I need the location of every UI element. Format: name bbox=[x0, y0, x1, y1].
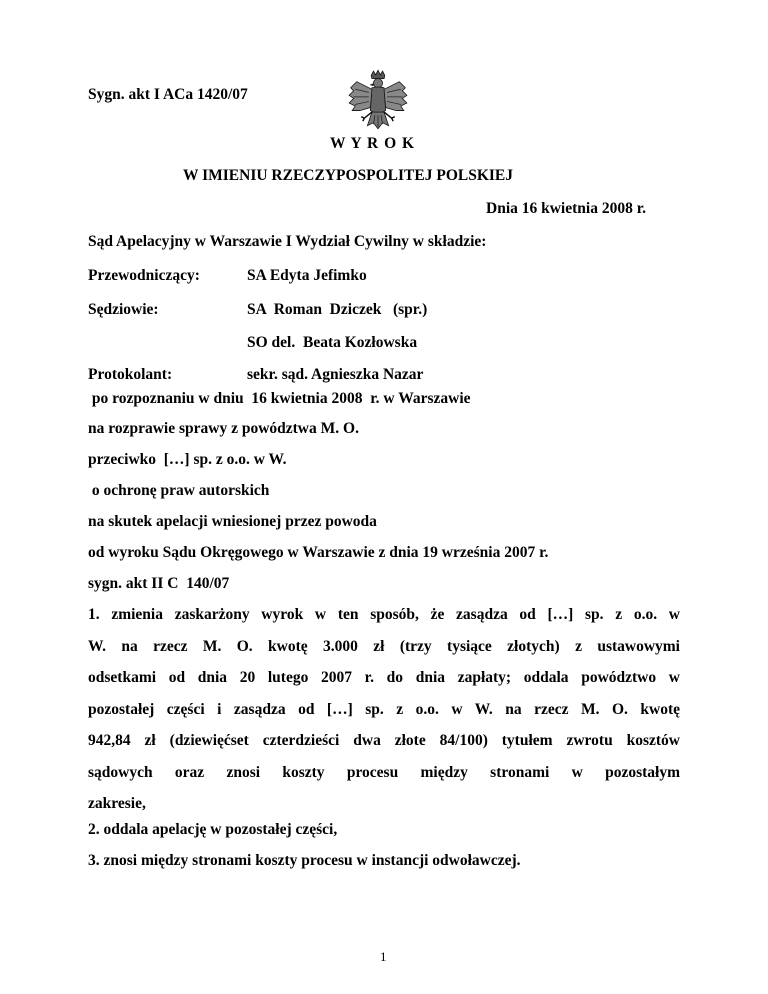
presiding-value: SA Edyta Jefimko bbox=[247, 267, 367, 284]
case-number: Sygn. akt I ACa 1420/07 bbox=[88, 86, 248, 103]
judge-2: SO del. Beata Kozłowska bbox=[247, 334, 418, 351]
proceedings-line: o ochronę praw autorskich bbox=[88, 482, 270, 499]
page-number: 1 bbox=[380, 949, 387, 964]
ruling-point-1 bbox=[88, 599, 680, 820]
ruling-line: pozostałej części i zasądza od […] sp. z o.o. w W. na rzecz M. O. kwotę bbox=[88, 700, 680, 718]
ruling-line: 942,84 zł (dziewięćset czterdzieści dwa złote 84/100) tytułem zwrotu kosztów bbox=[88, 732, 680, 749]
ruling-point-2: 2. oddala apelację w pozostałej części, bbox=[88, 821, 338, 838]
clerk-value: sekr. sąd. Agnieszka Nazar bbox=[247, 366, 424, 383]
proceedings-line: po rozpoznaniu w dniu 16 kwietnia 2008 r. w Warszawie bbox=[88, 390, 471, 407]
ruling-line: 1. zmienia zaskarżony wyrok w ten sposób, że zasądza od […] sp. z o.o. w bbox=[88, 606, 680, 623]
ruling-line: W. na rzecz M. O. kwotę 3.000 zł (trzy tysiące złotych) z ustawowymi bbox=[88, 637, 680, 655]
proceedings-line: przeciwko […] sp. z o.o. w W. bbox=[88, 451, 287, 468]
judges-label: Sędziowie: bbox=[88, 301, 159, 318]
proceedings-line: na skutek apelacji wniesionej przez powoda bbox=[88, 513, 377, 530]
ruling-point-3: 3. znosi między stronami koszty procesu w instancji odwoławczej. bbox=[88, 852, 521, 869]
polish-eagle-emblem-icon bbox=[340, 68, 416, 144]
proceedings-line: na rozprawie sprawy z powództwa M. O. bbox=[88, 420, 359, 437]
proceedings-line: sygn. akt II C 140/07 bbox=[88, 575, 230, 592]
verdict-title: W Y R O K bbox=[330, 135, 416, 152]
ruling-line: sądowych oraz znosi koszty procesu między stronami w pozostałym bbox=[88, 763, 680, 781]
clerk-label: Protokolant: bbox=[88, 366, 173, 383]
verdict-subtitle: W IMIENIU RZECZYPOSPOLITEJ POLSKIEJ bbox=[183, 167, 514, 184]
judge-1: SA Roman Dziczek (spr.) bbox=[247, 301, 428, 318]
court-line: Sąd Apelacyjny w Warszawie I Wydział Cywilny w składzie: bbox=[88, 233, 487, 250]
ruling-line: odsetkami od dnia 20 lutego 2007 r. do dnia zapłaty; oddala powództwo w bbox=[88, 669, 680, 686]
presiding-label: Przewodniczący: bbox=[88, 267, 200, 284]
proceedings-line: od wyroku Sądu Okręgowego w Warszawie z dnia 19 września 2007 r. bbox=[88, 544, 549, 561]
judgment-date: Dnia 16 kwietnia 2008 r. bbox=[486, 200, 647, 217]
ruling-line: zakresie, bbox=[88, 795, 146, 812]
